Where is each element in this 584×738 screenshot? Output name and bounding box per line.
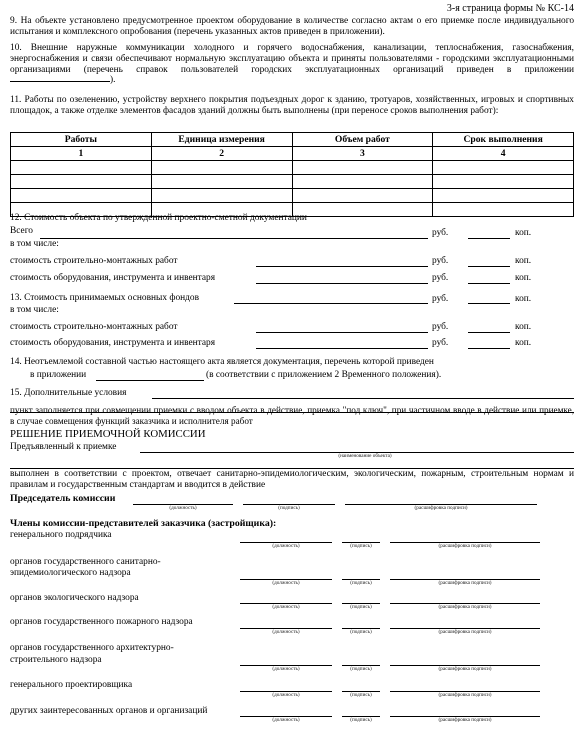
kop-label: коп.: [515, 228, 532, 238]
section-13-title: 13. Стоимость принимаемых основных фондов: [10, 293, 200, 303]
decision-title: РЕШЕНИЕ ПРИЕМОЧНОЙ КОМИССИИ: [10, 428, 206, 440]
position-caption: (должность): [272, 666, 300, 672]
appendix-field[interactable]: [96, 380, 204, 381]
equipment-rub-field[interactable]: [256, 348, 428, 349]
col-header-volume: Объем работ: [292, 133, 433, 147]
rub-label: руб.: [432, 338, 449, 348]
signature-caption: (подпись): [350, 692, 372, 698]
kop-label: коп.: [515, 338, 532, 348]
conclusion-text: выполнен в соответствии с проектом, отвечает санитарно-эпидемиологическим, экологическим, пожарным, строительным нормам и правилам и государственным стандартам и вводится в действие: [10, 469, 574, 490]
col-header-unit: Единица измерения: [151, 133, 292, 147]
position-caption: (должность): [169, 505, 197, 511]
kop-label: коп.: [515, 294, 532, 304]
rub-label: руб.: [432, 294, 449, 304]
signature-caption: (подпись): [350, 580, 372, 586]
appendix-label: в приложении: [30, 370, 87, 380]
rub-label: руб.: [432, 273, 449, 283]
member-sanitary-line2: эпидемиологического надзора: [10, 568, 131, 578]
members-title: Члены комиссии-представителей заказчика (застройщика):: [10, 518, 277, 529]
kop-label: коп.: [515, 256, 532, 266]
construction-kop-field[interactable]: [468, 266, 510, 267]
col-number: 3: [292, 147, 433, 161]
total-label: Всего: [10, 226, 33, 236]
section-14-text: 14. Неотъемлемой составной частью настоящего акта является документация, перечень которой приведен: [10, 357, 434, 367]
signature-caption: (подпись): [350, 543, 372, 549]
member-ecological: органов экологического надзора: [10, 593, 139, 603]
kop-label: коп.: [515, 322, 532, 332]
including-label: в том числе:: [10, 305, 59, 315]
decode-caption: (расшифровка подписи): [438, 629, 492, 635]
signature-caption: (подпись): [350, 666, 372, 672]
position-caption: (должность): [272, 692, 300, 698]
member-sanitary-line1: органов государственного санитарно-: [10, 557, 161, 567]
rub-label: руб.: [432, 322, 449, 332]
works-table-numbers: [11, 147, 574, 161]
member-other-organizations: других заинтересованных органов и организаций: [10, 706, 208, 716]
position-caption: (должность): [272, 604, 300, 610]
equipment-kop-field[interactable]: [468, 348, 510, 349]
section-12-title: 12. Стоимость объекта по утвержденной проектно-сметной документации: [10, 213, 307, 223]
rub-label: руб.: [432, 256, 449, 266]
signature-caption: (подпись): [350, 629, 372, 635]
decode-caption: (расшифровка подписи): [438, 717, 492, 723]
signature-caption: (подпись): [278, 505, 300, 511]
section-15-note: пункт заполняется при совмещении приемки с вводом объекта в действие, приемка "под ключ", при частичном вводе в действие или приемке, в случае совмещения функций заказчика и исполнителя работ: [10, 405, 574, 426]
signature-caption: (подпись): [350, 604, 372, 610]
member-architecture-line1: органов государственного архитектурно-: [10, 643, 174, 653]
additional-conditions-field[interactable]: [152, 398, 574, 399]
equipment-cost-label: стоимость оборудования, инструмента и инвентаря: [10, 273, 216, 283]
col-number: 1: [11, 147, 152, 161]
position-caption: (должность): [272, 717, 300, 723]
object-name-caption: (наименование объекта): [338, 453, 392, 459]
decode-caption: (расшифровка подписи): [438, 666, 492, 672]
col-number: 4: [433, 147, 574, 161]
position-caption: (должность): [272, 580, 300, 586]
decode-caption: (расшифровка подписи): [438, 692, 492, 698]
col-header-works: Работы: [11, 133, 152, 147]
appendix-note: (в соответствии с приложением 2 Временного положения).: [206, 370, 442, 380]
signature-caption: (подпись): [350, 717, 372, 723]
section-15-title: 15. Дополнительные условия: [10, 388, 127, 398]
works-table-header: [11, 133, 574, 147]
member-general-designer: генерального проектировщика: [10, 680, 133, 690]
construction-rub-field[interactable]: [256, 266, 428, 267]
position-caption: (должность): [272, 543, 300, 549]
kop-label: коп.: [515, 273, 532, 283]
presented-label: Предъявленный к приемке: [10, 442, 117, 452]
equipment-rub-field[interactable]: [256, 283, 428, 284]
col-header-deadline: Срок выполнения: [433, 133, 574, 147]
member-general-contractor: генерального подрядчика: [10, 530, 112, 540]
col-number: 2: [151, 147, 292, 161]
decode-caption: (расшифровка подписи): [438, 543, 492, 549]
section-10-text: 10. Внешние наружные коммуникации холодного и горячего водоснабжения, канализации, теплоснабжения, газоснабжения, энергоснабжения и связи обеспечивают нормальную эксплуатацию объекта и приняты пользователями - городскими эксплуатационными организациями (перечень справок пользователей городских эксплуатационных организаций приведен в приложении ).: [10, 43, 574, 86]
including-label: в том числе:: [10, 239, 59, 249]
fixed-assets-kop-field[interactable]: [468, 303, 510, 304]
fixed-assets-rub-field[interactable]: [234, 303, 428, 304]
total-rub-field[interactable]: [40, 238, 428, 239]
equipment-kop-field[interactable]: [468, 283, 510, 284]
total-kop-field[interactable]: [468, 238, 510, 239]
member-fire: органов государственного пожарного надзора: [10, 617, 193, 627]
member-architecture-line2: строительного надзора: [10, 655, 102, 665]
table-row[interactable]: [11, 161, 574, 175]
decode-caption: (расшифровка подписи): [414, 505, 468, 511]
form-page-label: 3-я страница формы № КС-14: [446, 3, 574, 14]
position-caption: (должность): [272, 629, 300, 635]
works-table: [10, 132, 574, 217]
chairman-label: Председатель комиссии: [10, 493, 116, 504]
construction-cost-label: стоимость строительно-монтажных работ: [10, 256, 178, 266]
section-10-blank[interactable]: [10, 81, 110, 82]
construction-kop-field[interactable]: [468, 332, 510, 333]
construction-cost-label: стоимость строительно-монтажных работ: [10, 322, 178, 332]
decode-caption: (расшифровка подписи): [438, 604, 492, 610]
rub-label: руб.: [432, 228, 449, 238]
table-row[interactable]: [11, 175, 574, 189]
decode-caption: (расшифровка подписи): [438, 580, 492, 586]
section-9-text: 9. На объекте установлено предусмотренное проектом оборудование в количестве согласно актам о его приемке после индивидуального испытания и комплексного опробования (перечень указанных актов приведен в приложении).: [10, 16, 574, 37]
construction-rub-field[interactable]: [256, 332, 428, 333]
section-11-text: 11. Работы по озеленению, устройству верхнего покрытия подъездных дорог к зданию, тротуаров, хозяйственных, игровых и спортивных площадок, а также отделке элементов фасадов зданий должны быть выполнены (при переносе сроков выполнения работ):: [10, 95, 574, 116]
equipment-cost-label: стоимость оборудования, инструмента и инвентаря: [10, 338, 216, 348]
table-row[interactable]: [11, 189, 574, 203]
